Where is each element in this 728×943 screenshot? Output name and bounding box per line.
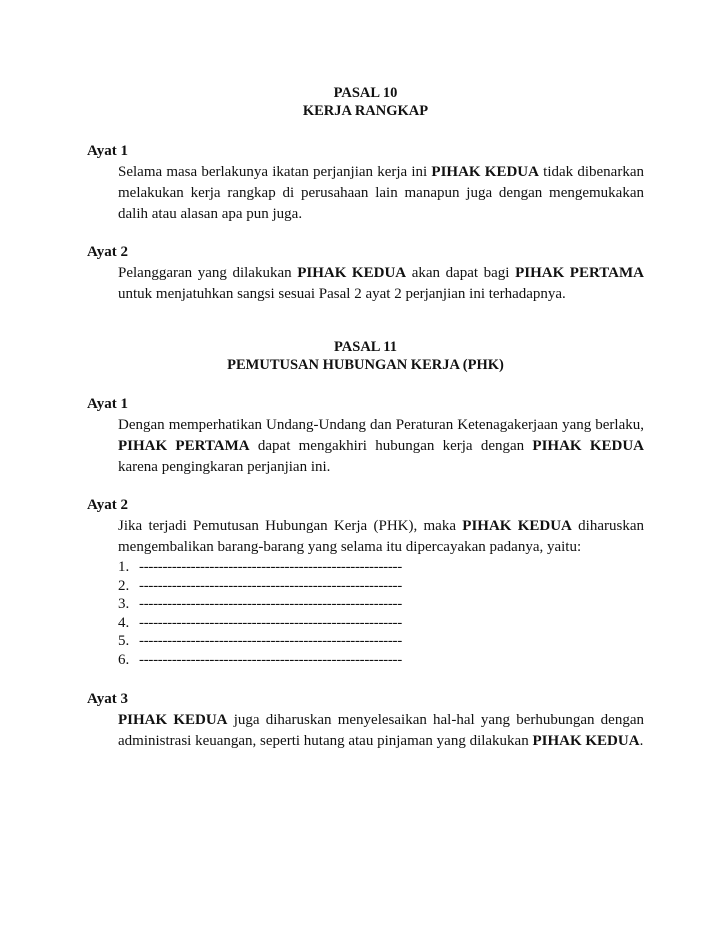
pasal-title: PEMUTUSAN HUBUNGAN KERJA (PHK) (227, 357, 504, 373)
ayat-text (118, 263, 644, 305)
text-run: diharuskan mengembalikan barang-barang yang selama itu dipercayakan padanya, yaitu: (118, 518, 644, 555)
party-name: PIHAK KEDUA (462, 518, 572, 534)
list-item (118, 577, 644, 596)
party-name: PIHAK KEDUA (532, 733, 640, 749)
blank-line: -------------------------------------------------------- (139, 577, 402, 594)
list-item (118, 614, 644, 633)
ayat-label: Ayat 2 (87, 497, 128, 513)
ayat-text (118, 710, 644, 752)
pasal-11-heading (87, 338, 644, 374)
pasal-number: PASAL 11 (334, 339, 397, 355)
ayat-label: Ayat 1 (87, 396, 128, 412)
text-run: karena pengingkaran perjanjian ini. (118, 459, 331, 475)
party-name: PIHAK PERTAMA (118, 438, 250, 454)
text-run: Jika terjadi Pemutusan Hubungan Kerja (PHK), maka (118, 518, 463, 534)
party-name: PIHAK PERTAMA (515, 265, 644, 281)
list-number: 2. (118, 577, 130, 594)
list-number: 6. (118, 651, 130, 668)
ayat-text (118, 162, 644, 225)
party-name: PIHAK KEDUA (297, 265, 407, 281)
party-name: PIHAK KEDUA (118, 712, 228, 728)
ayat-text (118, 516, 644, 558)
pasal-10-heading (87, 84, 644, 120)
text-run: Dengan memperhatikan Undang-Undang dan Peraturan Ketenagakerjaan yang berlaku, (118, 417, 644, 433)
pasal-10-ayat-1 (87, 141, 644, 225)
blank-line: -------------------------------------------------------- (139, 633, 402, 649)
text-run: untuk menjatuhkan sangsi sesuai Pasal 2 ayat 2 perjanjian ini terhadapnya. (118, 286, 566, 302)
list-number: 3. (118, 596, 130, 612)
pasal-10-ayat-2 (87, 242, 644, 305)
blank-line: -------------------------------------------------------- (139, 614, 402, 631)
text-run: dapat mengakhiri hubungan kerja dengan (249, 438, 533, 454)
ayat-label: Ayat 3 (87, 691, 128, 707)
list-item (118, 651, 644, 670)
pasal-title: KERJA RANGKAP (302, 103, 429, 119)
list-number: 4. (118, 614, 130, 631)
list-number: 5. (118, 633, 130, 649)
list-item (118, 632, 644, 651)
list-item (118, 558, 644, 577)
text-run: Pelanggaran yang dilakukan (118, 265, 298, 281)
pasal-11-ayat-2 (87, 495, 644, 669)
blank-line: -------------------------------------------------------- (139, 559, 402, 575)
text-run: tidak dibenarkan melakukan kerja rangkap di perusahaan lain manapun juga dengan mengemukakan dalih atau alasan apa pun juga. (118, 164, 644, 222)
party-name: PIHAK KEDUA (431, 164, 539, 180)
text-run: akan dapat bagi (406, 265, 516, 281)
text-run: juga diharuskan menyelesaikan hal-hal yang berhubungan dengan administrasi keuangan, seperti hutang atau pinjaman yang dilakukan (118, 712, 645, 749)
pasal-number: PASAL 10 (333, 85, 398, 101)
pasal-11-ayat-3 (87, 689, 644, 752)
text-run: . (639, 733, 644, 749)
blank-line: -------------------------------------------------------- (139, 651, 402, 668)
list-number: 1. (118, 559, 130, 575)
text-run: Selama masa berlakunya ikatan perjanjian kerja ini (118, 164, 432, 180)
ayat-text (118, 415, 644, 478)
items-list (118, 558, 644, 669)
party-name: PIHAK KEDUA (532, 438, 645, 454)
ayat-label: Ayat 1 (87, 143, 128, 159)
list-item (118, 595, 644, 614)
pasal-11-ayat-1 (87, 394, 644, 478)
document-page (87, 84, 644, 752)
ayat-label: Ayat 2 (87, 244, 128, 260)
blank-line: -------------------------------------------------------- (139, 596, 402, 612)
